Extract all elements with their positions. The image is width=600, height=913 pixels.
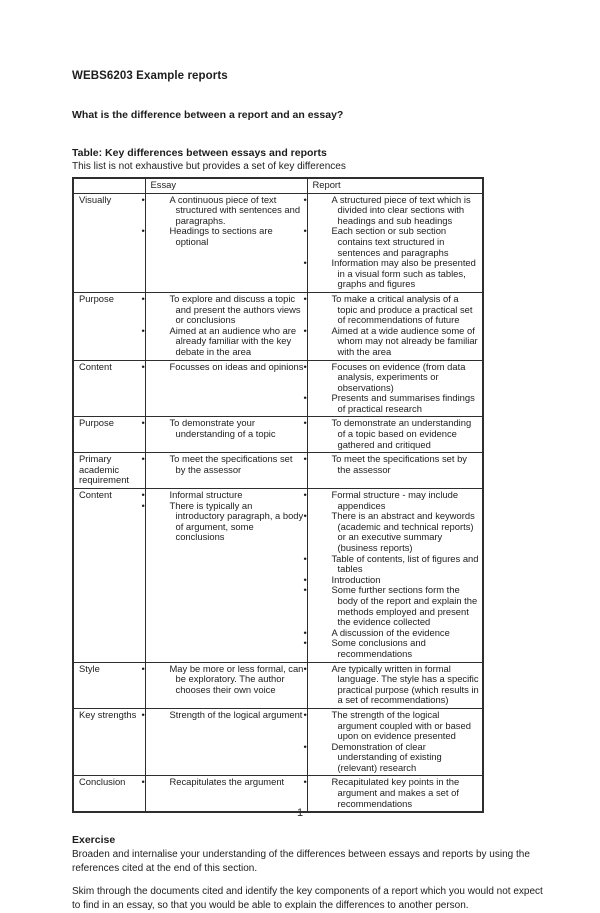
bullet-item: • Introduction	[313, 575, 480, 586]
row-report-cell	[307, 193, 483, 292]
exercise-paragraph-2: Skim through the documents cited and identify the key components of a report which you would not expect to find in an essay, so that you would be able to explain the differences to another person.	[72, 886, 543, 912]
table-row	[73, 662, 483, 708]
row-label: Content	[73, 489, 145, 663]
bullet-item: • May be more or less formal, can be exploratory. The author chooses their own voice	[151, 664, 304, 696]
bullet-item: • Informal structure	[151, 490, 304, 501]
bullet-item: • To make a critical analysis of a topic and produce a practical set of recommendations of future	[313, 294, 480, 326]
bullet-item: • A discussion of the evidence	[313, 628, 480, 639]
essay-bullet-list	[151, 418, 304, 439]
bullet-item: • Aimed at a wide audience some of whom may not already be familiar with the area	[313, 326, 480, 358]
bullet-item: • A structured piece of text which is divided into clear sections with headings and sub headings	[313, 195, 480, 227]
header-empty-cell	[73, 178, 145, 193]
table-row	[73, 453, 483, 489]
bullet-item: • To meet the specifications set by the assessor	[151, 454, 304, 475]
row-label: Purpose	[73, 417, 145, 453]
bullet-item: • Each section or sub section contains text structured in sentences and paragraphs	[313, 226, 480, 258]
bullet-item: • Table of contents, list of figures and tables	[313, 554, 480, 575]
bullet-item: • To demonstrate your understanding of a topic	[151, 418, 304, 439]
bullet-item: • There is typically an introductory paragraph, a body of argument, some conclusions	[151, 501, 304, 543]
comparison-table	[72, 177, 484, 813]
bullet-item: • Formal structure - may include appendices	[313, 490, 480, 511]
table-header-row	[73, 178, 483, 193]
bullet-item: • Some further sections form the body of the report and explain the methods employed and present the evidence collected	[313, 585, 480, 627]
report-bullet-list	[313, 195, 480, 290]
bullet-item: • Presents and summarises findings of practical research	[313, 393, 480, 414]
essay-bullet-list	[151, 777, 304, 788]
bullet-item: • Recapitulates the argument	[151, 777, 304, 788]
table-row	[73, 417, 483, 453]
exercise-paragraph-1: Broaden and internalise your understanding of the differences between essays and reports by using the references cited at the end of this section.	[72, 849, 530, 875]
row-essay-cell	[145, 489, 307, 663]
bullet-item: • A continuous piece of text structured with sentences and paragraphs.	[151, 195, 304, 227]
row-essay-cell	[145, 708, 307, 776]
row-report-cell	[307, 292, 483, 360]
report-bullet-list	[313, 490, 480, 660]
bullet-item: • Information may also be presented in a visual form such as tables, graphs and figures	[313, 258, 480, 290]
row-label: Primary academic requirement	[73, 453, 145, 489]
row-report-cell	[307, 360, 483, 417]
essay-bullet-list	[151, 710, 304, 721]
question-heading: What is the difference between a report and an essay?	[72, 109, 344, 121]
table-row	[73, 193, 483, 292]
table-row	[73, 360, 483, 417]
essay-bullet-list	[151, 664, 304, 696]
report-bullet-list	[313, 454, 480, 475]
header-essay-cell: Essay	[145, 178, 307, 193]
row-essay-cell	[145, 292, 307, 360]
row-report-cell	[307, 708, 483, 776]
bullet-item: • Focusses on ideas and opinions	[151, 362, 304, 373]
report-bullet-list	[313, 418, 480, 450]
table-row	[73, 292, 483, 360]
table-caption: Table: Key differences between essays and reports	[72, 147, 327, 159]
row-report-cell	[307, 417, 483, 453]
row-label: Conclusion	[73, 776, 145, 812]
bullet-item: • The strength of the logical argument coupled with or based upon on evidence presented	[313, 710, 480, 742]
row-essay-cell	[145, 662, 307, 708]
row-essay-cell	[145, 417, 307, 453]
report-bullet-list	[313, 664, 480, 706]
row-essay-cell	[145, 193, 307, 292]
row-report-cell	[307, 453, 483, 489]
bullet-item: • Demonstration of clear understanding of existing (relevant) research	[313, 742, 480, 774]
report-bullet-list	[313, 362, 480, 415]
essay-bullet-list	[151, 362, 304, 373]
table-note: This list is not exhaustive but provides a set of key differences	[72, 161, 346, 172]
report-bullet-list	[313, 777, 480, 809]
table-row	[73, 708, 483, 776]
row-label: Content	[73, 360, 145, 417]
bullet-item: • Are typically written in formal language. The style has a specific practical purpose (which results in a set of recommendations)	[313, 664, 480, 706]
bullet-item: • To explore and discuss a topic and present the authors views or conclusions	[151, 294, 304, 326]
exercise-heading: Exercise	[72, 834, 116, 847]
essay-bullet-list	[151, 294, 304, 358]
row-label: Purpose	[73, 292, 145, 360]
bullet-item: • Recapitulated key points in the argument and makes a set of recommendations	[313, 777, 480, 809]
page-number: 1	[296, 807, 304, 819]
report-bullet-list	[313, 294, 480, 358]
row-label: Visually	[73, 193, 145, 292]
bullet-item: • Some conclusions and recommendations	[313, 638, 480, 659]
row-report-cell	[307, 662, 483, 708]
bullet-item: • Aimed at an audience who are already familiar with the key debate in the area	[151, 326, 304, 358]
document-title: WEBS6203 Example reports	[72, 70, 228, 82]
bullet-item: • Headings to sections are optional	[151, 226, 304, 247]
essay-bullet-list	[151, 454, 304, 475]
header-report-cell: Report	[307, 178, 483, 193]
bullet-item: • To demonstrate an understanding of a topic based on evidence gathered and critiqued	[313, 418, 480, 450]
bullet-item: • Focuses on evidence (from data analysis, experiments or observations)	[313, 362, 480, 394]
row-label: Style	[73, 662, 145, 708]
bullet-item: • Strength of the logical argument	[151, 710, 304, 721]
comparison-table-body	[73, 193, 483, 812]
bullet-item: • There is an abstract and keywords (academic and technical reports) or an executive summary (business reports)	[313, 511, 480, 553]
row-essay-cell	[145, 453, 307, 489]
bullet-item: • To meet the specifications set by the assessor	[313, 454, 480, 475]
row-label: Key strengths	[73, 708, 145, 776]
table-row	[73, 489, 483, 663]
report-bullet-list	[313, 710, 480, 774]
essay-bullet-list	[151, 490, 304, 543]
essay-bullet-list	[151, 195, 304, 248]
row-report-cell	[307, 489, 483, 663]
row-essay-cell	[145, 360, 307, 417]
